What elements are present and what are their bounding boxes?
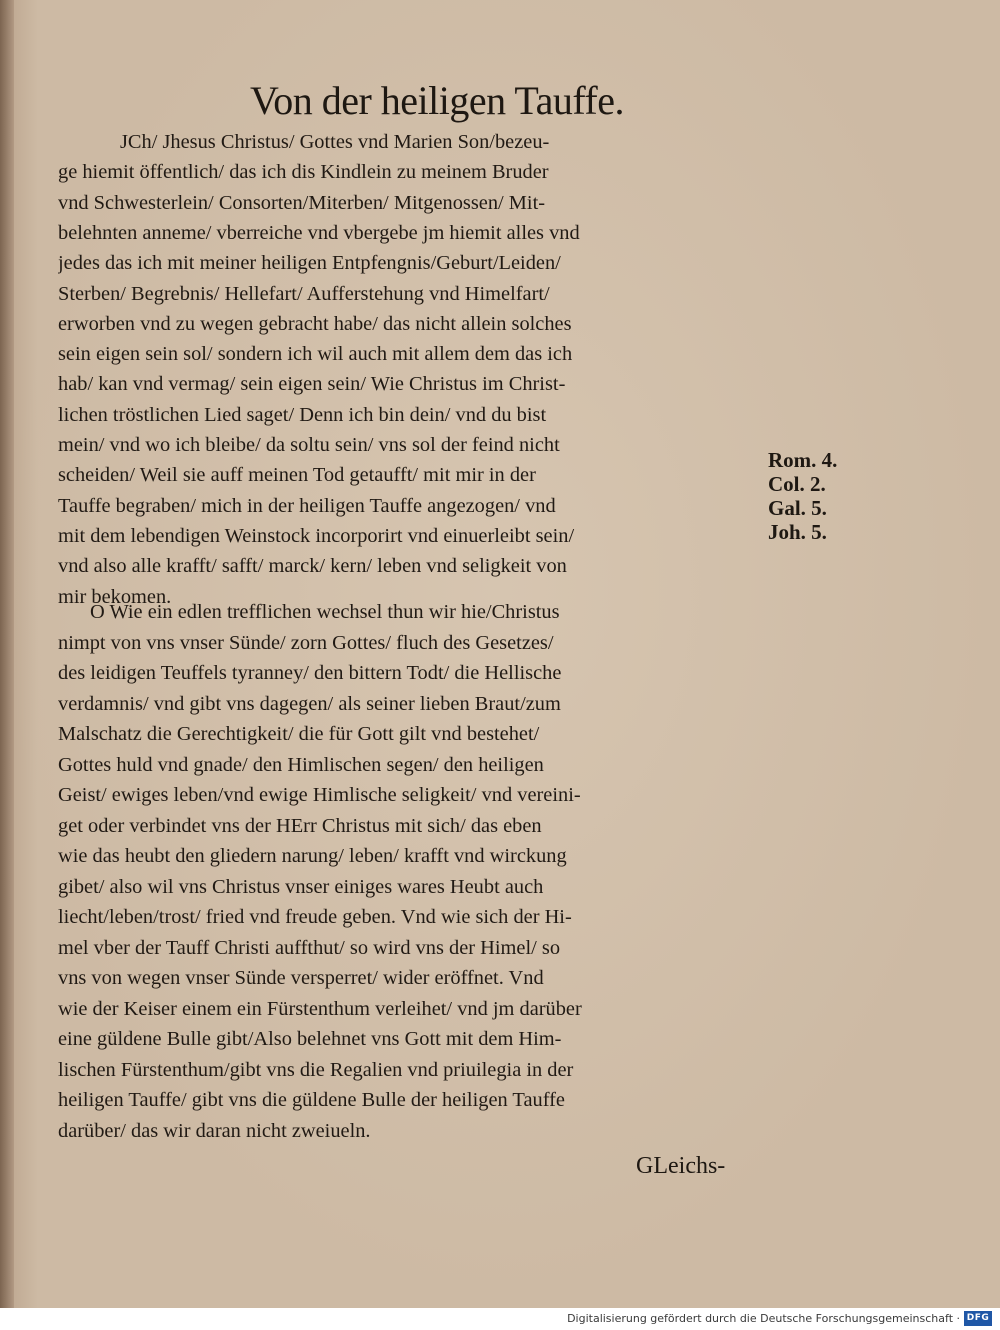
text-line: liecht/leben/trost/ fried vnd freude geben. Vnd wie sich der Hi- <box>58 906 572 928</box>
text-line: ge hiemit öffentlich/ das ich dis Kindlein zu meinem Bruder <box>58 161 549 184</box>
text-line: Tauffe begraben/ mich in der heiligen Tauffe angezogen/ vnd <box>58 494 556 517</box>
text-line: erworben vnd zu wegen gebracht habe/ das nicht allein solches <box>58 312 572 335</box>
text-line: wie der Keiser einem ein Fürstenthum verleihet/ vnd jm darüber <box>58 997 582 1020</box>
margin-note: Col. 2. <box>768 472 826 496</box>
text-line: nimpt von vns vnser Sünde/ zorn Gottes/ fluch des Gesetzes/ <box>58 631 554 654</box>
funding-notice: Digitalisierung gefördert durch die Deutsche Forschungsgemeinschaft · <box>567 1312 960 1325</box>
dfg-logo-icon: DFG <box>964 1311 992 1326</box>
margin-note: Joh. 5. <box>768 520 827 544</box>
text-line: Geist/ ewiges leben/vnd ewige Himlische seligkeit/ vnd vereini- <box>58 784 581 806</box>
margin-note: Rom. 4. <box>768 448 838 472</box>
page-binding-edge <box>0 0 14 1308</box>
text-line: heiligen Tauffe/ gibt vns die güldene Bulle der heiligen Tauffe <box>58 1089 565 1111</box>
text-line: scheiden/ Weil sie auff meinen Tod getaufft/ mit mir in der <box>58 464 536 487</box>
text-line: vnd Schwesterlein/ Consorten/Miterben/ Mitgenossen/ Mit- <box>58 191 546 214</box>
text-line: eine güldene Bulle gibt/Also belehnet vns Gott mit dem Him- <box>58 1028 562 1050</box>
text-line: mit dem lebendigen Weinstock incorporirt vnd einuerleibt sein/ <box>58 524 575 547</box>
text-line: O Wie ein edlen trefflichen wechsel thun wir hie/Christus <box>90 601 560 623</box>
text-line: jedes das ich mit meiner heiligen Entpfengnis/Geburt/Leiden/ <box>58 252 561 275</box>
footer-bar <box>0 1308 1000 1330</box>
text-line: mir bekomen. <box>58 585 172 608</box>
text-line: sein eigen sein sol/ sondern ich wil auch mit allem dem das ich <box>58 343 573 366</box>
text-line: Sterben/ Begrebnis/ Hellefart/ Aufferstehung vnd Himelfart/ <box>58 282 550 305</box>
text-line: lichen tröstlichen Lied saget/ Denn ich bin dein/ vnd du bist <box>58 403 547 426</box>
text-line: lischen Fürstenthum/gibt vns die Regalien vnd priuilegia in der <box>58 1058 574 1081</box>
text-line: Malschatz die Gerechtigkeit/ die für Gott gilt vnd bestehet/ <box>58 723 540 745</box>
page-heading: Von der heiligen Tauffe. <box>250 78 624 123</box>
text-line: vns von wegen vnser Sünde versperret/ wider eröffnet. Vnd <box>58 967 544 989</box>
text-line: belehnten anneme/ vberreiche vnd vbergebe jm hiemit alles vnd <box>58 221 580 244</box>
text-line: get oder verbindet vns der HErr Christus mit sich/ das eben <box>58 814 542 837</box>
text-line: hab/ kan vnd vermag/ sein eigen sein/ Wie Christus im Christ- <box>58 373 566 396</box>
catchword: GLeichs- <box>636 1153 726 1179</box>
text-line: verdamnis/ vnd gibt vns dagegen/ als seiner lieben Braut/zum <box>58 692 561 715</box>
text-line: wie das heubt den gliedern narung/ leben/ krafft vnd wirckung <box>58 845 567 867</box>
text-line: mein/ vnd wo ich bleibe/ da soltu sein/ vns sol der feind nicht <box>58 434 560 456</box>
margin-note: Gal. 5. <box>768 496 827 520</box>
text-line: JCh/ Jhesus Christus/ Gottes vnd Marien Son/bezeu- <box>120 131 550 153</box>
text-line: Gottes huld vnd gnade/ den Himlischen segen/ den heiligen <box>58 753 544 776</box>
text-line: mel vber der Tauff Christi auffthut/ so wird vns der Himel/ so <box>58 936 561 959</box>
text-line: darüber/ das wir daran nicht zweiueln. <box>58 1119 371 1142</box>
text-line: des leidigen Teuffels tyranney/ den bittern Todt/ die Hellische <box>58 662 562 684</box>
text-line: vnd also alle krafft/ safft/ marck/ kern/ leben vnd seligkeit von <box>58 555 567 578</box>
text-line: gibet/ also wil vns Christus vnser einiges wares Heubt auch <box>58 875 544 898</box>
